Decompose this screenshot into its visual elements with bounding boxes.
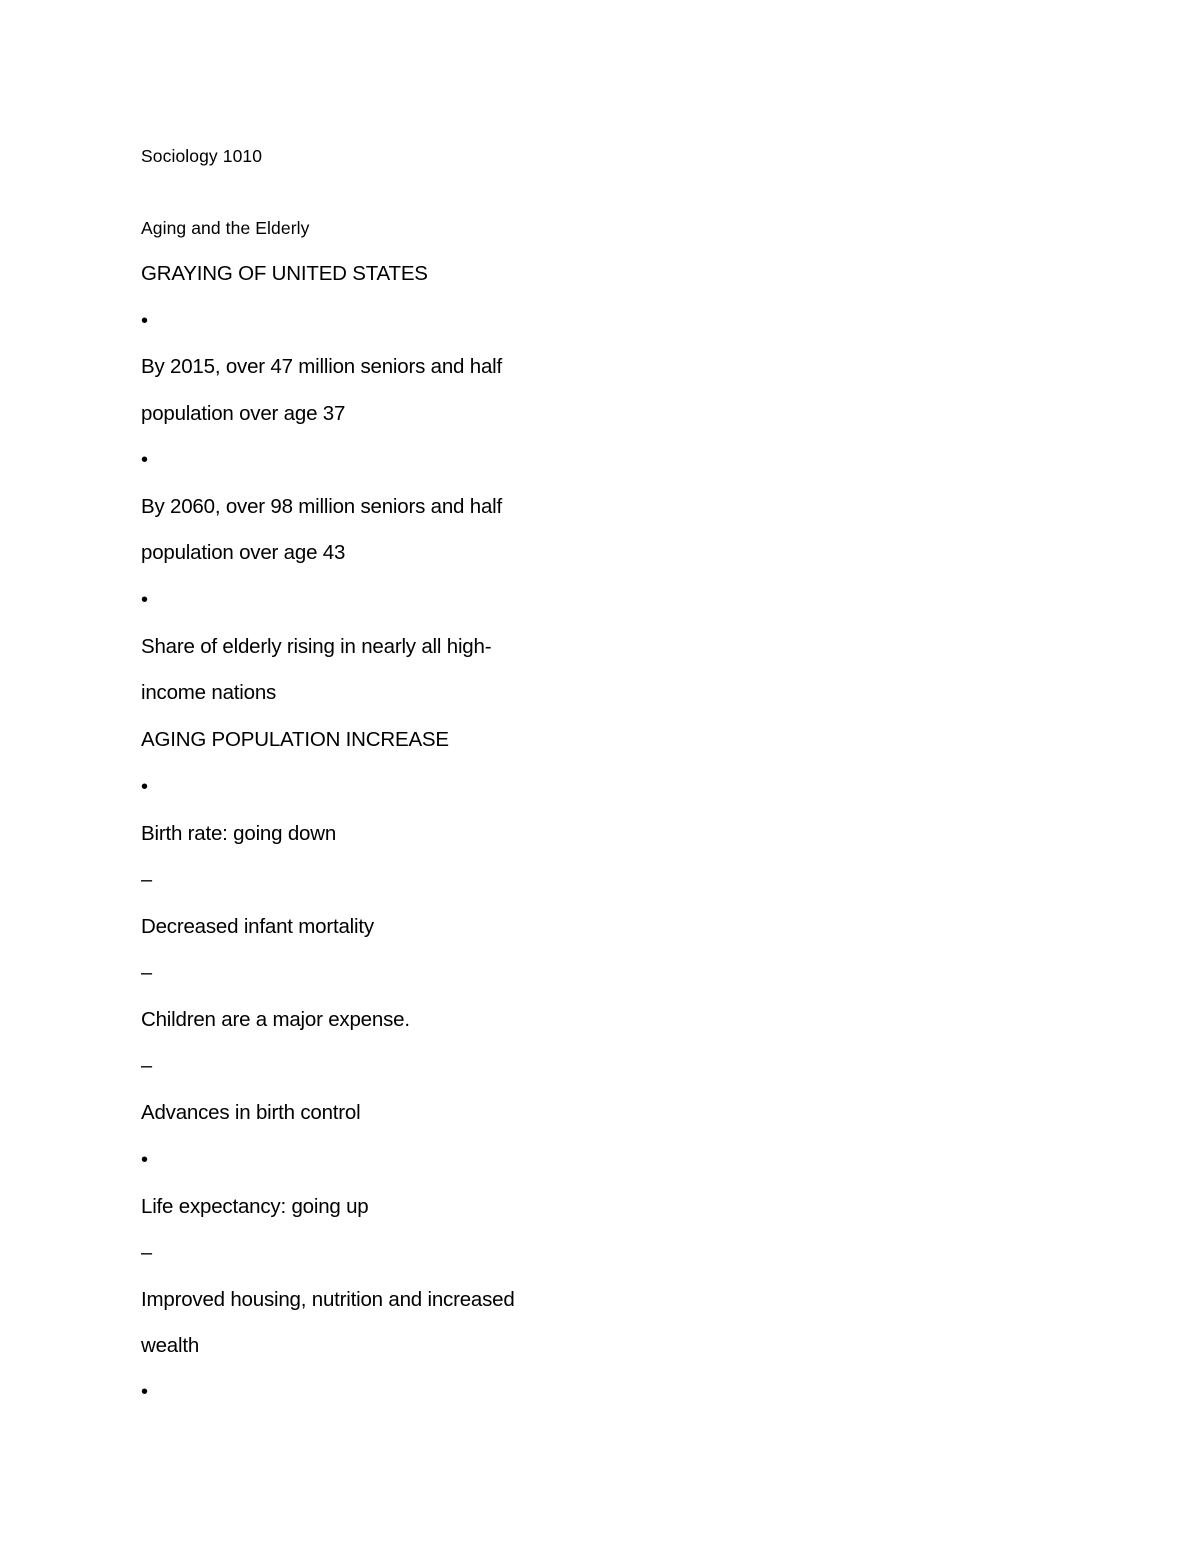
item-text-line: wealth bbox=[141, 1334, 200, 1357]
item-text-line: income nations bbox=[141, 681, 277, 704]
item-text-line: Advances in birth control bbox=[141, 1101, 361, 1124]
dash-marker: – bbox=[141, 962, 153, 984]
dash-marker: – bbox=[141, 869, 153, 891]
topic-title: Aging and the Elderly bbox=[141, 218, 310, 238]
bullet-marker: • bbox=[141, 449, 149, 471]
section-heading-graying: GRAYING OF UNITED STATES bbox=[141, 262, 428, 285]
item-text-line: Decreased infant mortality bbox=[141, 915, 374, 938]
bullet-marker: • bbox=[141, 1149, 149, 1171]
bullet-marker: • bbox=[141, 310, 149, 332]
item-text-line: Children are a major expense. bbox=[141, 1008, 410, 1031]
item-text-line: By 2015, over 47 million seniors and half bbox=[141, 355, 503, 378]
bullet-marker: • bbox=[141, 776, 149, 798]
bullet-marker: • bbox=[141, 1381, 149, 1403]
course-title: Sociology 1010 bbox=[141, 146, 263, 166]
section-heading-aging-population: AGING POPULATION INCREASE bbox=[141, 728, 449, 751]
item-text-line: population over age 37 bbox=[141, 402, 346, 425]
item-text-line: By 2060, over 98 million seniors and half bbox=[141, 495, 503, 518]
item-text-line: Birth rate: going down bbox=[141, 822, 337, 845]
dash-marker: – bbox=[141, 1055, 153, 1077]
item-text-line: population over age 43 bbox=[141, 541, 346, 564]
item-text-line: Share of elderly rising in nearly all high- bbox=[141, 635, 492, 658]
bullet-marker: • bbox=[141, 589, 149, 611]
item-text-line: Life expectancy: going up bbox=[141, 1195, 369, 1218]
dash-marker: – bbox=[141, 1242, 153, 1264]
item-text-line: Improved housing, nutrition and increased bbox=[141, 1288, 515, 1311]
